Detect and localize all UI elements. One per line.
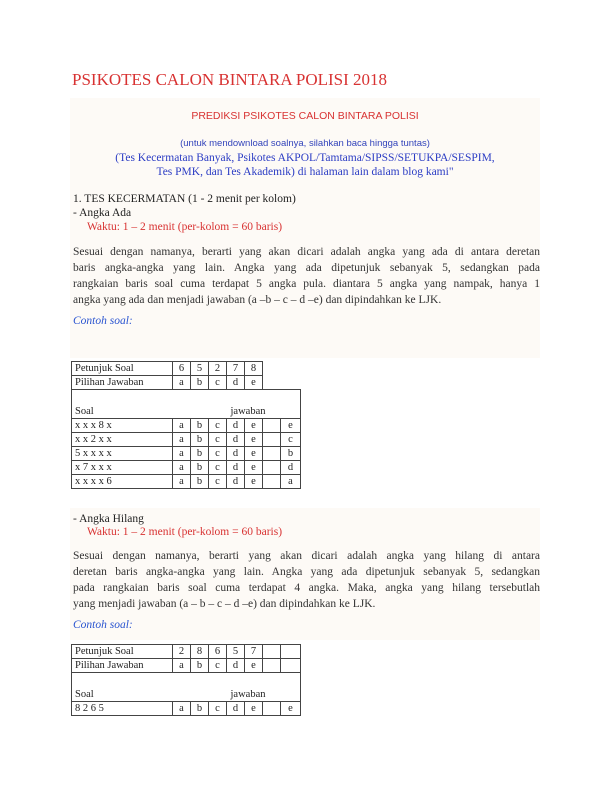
petunjuk-cell: 6 bbox=[173, 362, 191, 376]
table-row bbox=[72, 645, 301, 659]
option-cell: c bbox=[209, 447, 227, 461]
empty-cell bbox=[263, 447, 281, 461]
option-cell: a bbox=[173, 447, 191, 461]
option-cell: b bbox=[191, 475, 209, 489]
table-row bbox=[72, 461, 301, 475]
petunjuk-cell: 8 bbox=[191, 645, 209, 659]
table-row bbox=[72, 659, 301, 673]
option-cell: c bbox=[209, 433, 227, 447]
option-cell: e bbox=[245, 447, 263, 461]
soal-label: Soal bbox=[72, 673, 173, 702]
soal-cell: 8 2 6 5 bbox=[72, 702, 173, 716]
option-cell: b bbox=[191, 419, 209, 433]
option-cell: b bbox=[191, 447, 209, 461]
table-row bbox=[72, 362, 301, 376]
option-cell: c bbox=[209, 419, 227, 433]
empty-cell bbox=[281, 376, 301, 390]
empty-cell bbox=[281, 362, 301, 376]
download-note: (untuk mendownload soalnya, silahkan baca hingga tuntas) bbox=[180, 138, 430, 149]
tests-line-2: Tes PMK, dan Tes Akademik) di halaman lain dalam blog kami" bbox=[156, 166, 454, 178]
option-cell: c bbox=[209, 659, 227, 673]
option-cell: e bbox=[245, 702, 263, 716]
soal-cell: x 7 x x x bbox=[72, 461, 173, 475]
option-cell: d bbox=[227, 447, 245, 461]
table-row bbox=[72, 447, 301, 461]
empty-cell bbox=[263, 376, 281, 390]
soal-cell: x x x 8 x bbox=[72, 419, 173, 433]
tests-line-1: (Tes Kecermatan Banyak, Psikotes AKPOL/Tamtama/SIPSS/SETUKPA/SESPIM, bbox=[115, 152, 495, 164]
jawaban-label: jawaban bbox=[173, 390, 301, 419]
petunjuk-label: Petunjuk Soal bbox=[72, 362, 173, 376]
option-cell: a bbox=[173, 702, 191, 716]
option-cell: e bbox=[245, 475, 263, 489]
option-cell: b bbox=[191, 376, 209, 390]
option-cell: a bbox=[173, 461, 191, 475]
table-row bbox=[72, 433, 301, 447]
petunjuk-cell: 5 bbox=[191, 362, 209, 376]
section1-paragraph bbox=[73, 244, 540, 308]
option-cell: e bbox=[245, 461, 263, 475]
table-row bbox=[72, 419, 301, 433]
empty-cell bbox=[263, 362, 281, 376]
section1-time: Waktu: 1 – 2 menit (per-kolom = 60 baris) bbox=[87, 221, 283, 233]
option-cell: e bbox=[245, 659, 263, 673]
petunjuk-cell: 8 bbox=[245, 362, 263, 376]
option-cell: b bbox=[191, 659, 209, 673]
section1-contoh: Contoh soal: bbox=[73, 315, 133, 327]
option-cell: d bbox=[227, 659, 245, 673]
option-cell: b bbox=[191, 461, 209, 475]
table-row bbox=[72, 376, 301, 390]
paragraph-line: pada rangkaian baris soal cuma terdapat 4 angka. Maka, angka yang hilang tersebutlah bbox=[73, 582, 540, 594]
petunjuk-cell: 7 bbox=[227, 362, 245, 376]
pilihan-label: Pilihan Jawaban bbox=[72, 376, 173, 390]
petunjuk-cell: 5 bbox=[227, 645, 245, 659]
empty-cell bbox=[263, 659, 281, 673]
answer-cell: d bbox=[281, 461, 301, 475]
option-cell: c bbox=[209, 475, 227, 489]
empty-cell bbox=[263, 702, 281, 716]
section2-item: - Angka Hilang bbox=[73, 513, 144, 525]
option-cell: a bbox=[173, 475, 191, 489]
petunjuk-cell: 2 bbox=[173, 645, 191, 659]
paragraph-line: Sesuai dengan namanya, berarti yang akan dicari adalah angka yang ada di antara deretan bbox=[73, 246, 540, 258]
soal-cell: 5 x x x x bbox=[72, 447, 173, 461]
table-row bbox=[72, 475, 301, 489]
option-cell: a bbox=[173, 419, 191, 433]
table-row bbox=[72, 390, 301, 419]
section2-paragraph bbox=[73, 548, 540, 612]
answer-cell: e bbox=[281, 419, 301, 433]
empty-cell bbox=[281, 645, 301, 659]
jawaban-label: jawaban bbox=[173, 673, 301, 702]
option-cell: a bbox=[173, 659, 191, 673]
table-row bbox=[72, 702, 301, 716]
paragraph-line: rangkaian baris soal cuma terdapat 5 angka pula. diantara 5 angka yang nampak, hanya 1 bbox=[73, 278, 540, 290]
answer-cell: e bbox=[281, 702, 301, 716]
paragraph-line: yang menjadi jawaban (a – b – c – d –e) dan dipindahkan ke LJK. bbox=[73, 598, 376, 610]
table-row bbox=[72, 673, 301, 702]
page-title: PSIKOTES CALON BINTARA POLISI 2018 bbox=[72, 70, 388, 89]
soal-label: Soal bbox=[72, 390, 173, 419]
option-cell: c bbox=[209, 702, 227, 716]
option-cell: d bbox=[227, 702, 245, 716]
option-cell: a bbox=[173, 376, 191, 390]
soal-cell: x x x x 6 bbox=[72, 475, 173, 489]
option-cell: c bbox=[209, 376, 227, 390]
petunjuk-cell: 6 bbox=[209, 645, 227, 659]
empty-cell bbox=[263, 461, 281, 475]
option-cell: d bbox=[227, 461, 245, 475]
option-cell: b bbox=[191, 702, 209, 716]
soal-cell: x x 2 x x bbox=[72, 433, 173, 447]
pilihan-label: Pilihan Jawaban bbox=[72, 659, 173, 673]
section1-table bbox=[71, 361, 301, 489]
option-cell: e bbox=[245, 433, 263, 447]
empty-cell bbox=[281, 659, 301, 673]
option-cell: c bbox=[209, 461, 227, 475]
answer-cell: c bbox=[281, 433, 301, 447]
option-cell: d bbox=[227, 433, 245, 447]
paragraph-line: Sesuai dengan namanya, berarti yang akan dicari adalah angka yang hilang di antara bbox=[73, 550, 540, 562]
subtitle: PREDIKSI PSIKOTES CALON BINTARA POLISI bbox=[191, 110, 419, 122]
answer-cell: b bbox=[281, 447, 301, 461]
answer-cell: a bbox=[281, 475, 301, 489]
empty-cell bbox=[263, 645, 281, 659]
empty-cell bbox=[263, 419, 281, 433]
petunjuk-cell: 2 bbox=[209, 362, 227, 376]
petunjuk-cell: 7 bbox=[245, 645, 263, 659]
paragraph-line: deretan baris angka-angka yang lain. Angka yang ada dipetunjuk sebanyak 5, sedangkan bbox=[73, 566, 540, 578]
option-cell: d bbox=[227, 475, 245, 489]
option-cell: e bbox=[245, 419, 263, 433]
option-cell: a bbox=[173, 433, 191, 447]
empty-cell bbox=[263, 475, 281, 489]
petunjuk-label: Petunjuk Soal bbox=[72, 645, 173, 659]
paragraph-line: angka yang ada dan menjadi jawaban (a –b – c – d –e) dan dipindahkan ke LJK. bbox=[73, 294, 442, 306]
section2-contoh: Contoh soal: bbox=[73, 619, 133, 631]
option-cell: e bbox=[245, 376, 263, 390]
section1-item: - Angka Ada bbox=[73, 207, 132, 219]
option-cell: d bbox=[227, 376, 245, 390]
paragraph-line: baris angka-angka yang lain. Angka yang ada dipetunjuk sebanyak 5, sedangkan pada bbox=[73, 262, 540, 274]
section2-table bbox=[71, 644, 301, 716]
option-cell: b bbox=[191, 433, 209, 447]
empty-cell bbox=[263, 433, 281, 447]
section1-heading: 1. TES KECERMATAN (1 - 2 menit per kolom) bbox=[73, 193, 296, 205]
option-cell: d bbox=[227, 419, 245, 433]
section2-time: Waktu: 1 – 2 menit (per-kolom = 60 baris) bbox=[87, 526, 283, 538]
